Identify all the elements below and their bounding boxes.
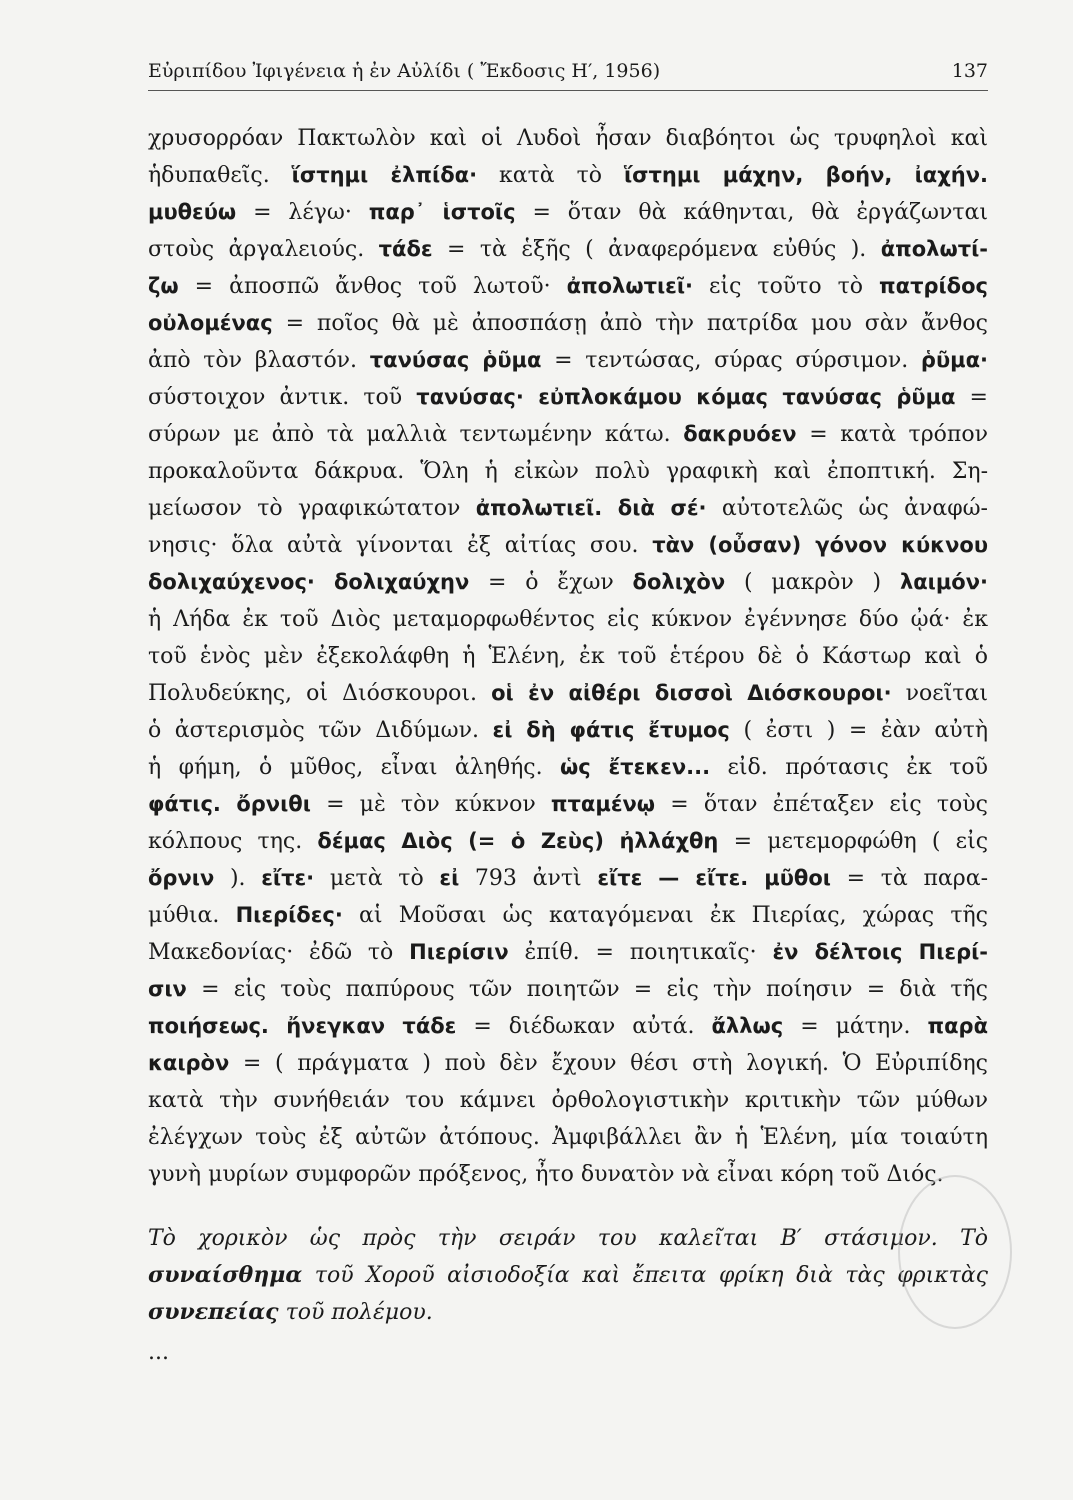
bold-term: ἀπολωτιεῖ·: [566, 274, 694, 298]
bold-term: πατρίδος: [879, 274, 988, 298]
text-run: προκαλοῦντα δάκρυα. Ὅλη ἡ εἰκὼν πολὺ γραφικὴ καὶ ἐποπτική. Ση-: [148, 459, 988, 484]
commentary-text: [148, 120, 988, 1193]
text-run: τοῦ Χοροῦ αἰσιοδοξία καὶ ἔπειτα φρίκη διὰ τὰς φρικτὰς: [302, 1263, 988, 1288]
text-line: [148, 157, 988, 194]
text-line: [148, 1082, 988, 1119]
text-run: ὁ ἀστερισμὸς τῶν Διδύμων.: [148, 718, 493, 743]
bold-term: ὄρνιν: [148, 866, 215, 890]
text-line: [148, 749, 988, 786]
text-line: [148, 342, 988, 379]
bold-term: λαιμόν·: [899, 570, 988, 594]
text-run: αἱ Μοῦσαι ὡς καταγόμεναι ἐκ Πιερίας, χώρας τῆς: [342, 903, 988, 928]
running-title: Εὐριπίδου Ἰφιγένεια ἡ ἐν Αὐλίδι ( Ἔκδοσις Η′, 1956): [148, 60, 661, 82]
text-run: χρυσορρόαν Πακτωλὸν καὶ οἱ Λυδοὶ ἦσαν διαβόητοι ὡς τρυφηλοὶ καὶ: [148, 126, 988, 151]
text-run: = ὁ ἔχων: [469, 570, 633, 595]
bold-term: δολιχαύχενος· δολιχαύχην: [148, 570, 470, 594]
text-run: μύθια.: [148, 903, 236, 928]
text-run: Πολυδεύκης, οἱ Διόσκουροι.: [148, 681, 492, 706]
text-line: [148, 934, 988, 971]
text-run: τοῦ ἑνὸς μὲν ἐξεκολάφθη ἡ Ἑλένη, ἐκ τοῦ ἑτέρου δὲ ὁ Κάστωρ καὶ ὁ: [148, 644, 988, 669]
text-run: στοὺς ἀργαλειούς.: [148, 237, 379, 262]
text-line: [148, 897, 988, 934]
text-line: [148, 1294, 988, 1331]
text-line: [148, 1119, 988, 1156]
ellipsis-mark: ...: [148, 1340, 169, 1365]
text-line: [148, 638, 988, 675]
text-line: [148, 453, 988, 490]
page-number: 137: [951, 60, 988, 82]
bold-term: τανύσας ῥῦμα: [369, 348, 542, 372]
bold-term: ῥῦμα·: [920, 348, 988, 372]
text-run: τοῦ πολέμου.: [278, 1300, 433, 1325]
bold-term: παρὰ: [927, 1014, 988, 1038]
text-line: [148, 231, 988, 268]
text-run: Μακεδονίας· ἐδῶ τὸ: [148, 940, 410, 965]
text-line: [148, 601, 988, 638]
bold-term: Πιερίσιν: [409, 940, 509, 964]
text-line: [148, 786, 988, 823]
bold-term: ὡς ἔτεκεν...: [560, 755, 711, 779]
bold-term: πταμένῳ: [550, 792, 656, 816]
bold-term: τάδε: [378, 237, 433, 261]
text-run: γυνὴ μυρίων συμφορῶν πρόξενος, ἦτο δυνατὸν νὰ εἶναι κόρη τοῦ Διός.: [148, 1162, 944, 1187]
bold-term: εἰ: [439, 866, 460, 890]
text-run: ἡ φήμη, ὁ μῦθος, εἶναι ἀληθής.: [148, 755, 561, 780]
bold-term: δακρυόεν: [683, 422, 797, 446]
text-run: νησις· ὅλα αὐτὰ γίνονται ἐξ αἰτίας σου.: [148, 533, 653, 558]
text-line: [148, 971, 988, 1008]
text-run: =: [955, 385, 988, 410]
text-run: ἀπὸ τὸν βλαστόν.: [148, 348, 370, 373]
text-line: [148, 120, 988, 157]
bold-term: ἀπολωτί-: [880, 237, 988, 261]
text-run: νοεῖται: [891, 681, 988, 706]
text-line: [148, 1045, 988, 1082]
text-run: ).: [214, 866, 262, 891]
bold-term: οἱ ἐν αἰθέρι δισσοὶ Διόσκουροι·: [491, 681, 892, 705]
text-run: ἐπίθ. = ποιητικαῖς·: [508, 940, 773, 965]
text-run: = εἰς τοὺς παπύρους τῶν ποιητῶν = εἰς τὴν ποίησιν = διὰ τῆς: [186, 977, 988, 1002]
text-run: = ὅταν θὰ κάθηνται, θὰ ἐργάζωνται: [515, 200, 988, 225]
bold-term: σιν: [148, 977, 187, 1001]
text-run: μετὰ τὸ: [314, 866, 440, 891]
bold-term: Πιερίδες·: [235, 903, 343, 927]
text-line: [148, 1008, 988, 1045]
text-run: = ποῖος θὰ μὲ ἀποσπάσῃ ἀπὸ τὴν πατρίδα μου σὰν ἄνθος: [272, 311, 988, 336]
text-run: 793 ἀντὶ: [459, 866, 598, 891]
text-run: ( μακρὸν ): [725, 570, 900, 595]
bold-term: παρ᾽ ἱστοῖς: [368, 200, 516, 224]
text-run: κόλπους της.: [148, 829, 318, 854]
bold-term: εἴτε — εἴτε. μῦθοι: [597, 866, 831, 890]
text-run: σύστοιχον ἀντικ. τοῦ: [148, 385, 417, 410]
text-run: ἡδυπαθεῖς.: [148, 163, 292, 188]
bold-term: τὰν (οὖσαν) γόνον κύκνου: [652, 533, 989, 557]
bold-term: δολιχὸν: [632, 570, 726, 594]
bold-term: μυθεύω: [148, 200, 237, 224]
text-run: κατὰ τὸ: [477, 163, 624, 188]
text-run: = κατὰ τρόπον: [796, 422, 988, 447]
closing-paragraph: [148, 1220, 988, 1331]
text-line: [148, 1257, 988, 1294]
text-run: κατὰ τὴν συνήθειάν του κάμνει ὀρθολογιστικὴν κριτικὴν τῶν μύθων: [148, 1088, 988, 1113]
text-line: [148, 860, 988, 897]
text-line: [148, 490, 988, 527]
bold-term: οὐλομένας: [148, 311, 273, 335]
text-run: ἐλέγχων τοὺς ἐξ αὐτῶν ἀτόπους. Ἀμφιβάλλει ἂν ἡ Ἑλένη, μία τοιαύτη: [148, 1125, 988, 1150]
text-run: = διέδωκαν αὐτά.: [456, 1014, 712, 1039]
text-line: [148, 1156, 988, 1193]
text-line: [148, 1220, 988, 1257]
text-run: μείωσον τὸ γραφικώτατον: [148, 496, 476, 521]
text-line: [148, 675, 988, 712]
bold-term: συνεπείας: [148, 1299, 279, 1325]
text-run: ( ἐστι ) = ἐὰν αὐτὴ: [729, 718, 989, 743]
bold-term: ἐν δέλτοις Πιερί-: [772, 940, 989, 964]
text-run: = ἀποσπῶ ἄνθος τοῦ λωτοῦ·: [178, 274, 567, 299]
text-run: = ὅταν ἐπέταξεν εἰς τοὺς: [655, 792, 988, 817]
text-line: [148, 194, 988, 231]
text-run: Τὸ χορικὸν ὡς πρὸς τὴν σειράν του καλεῖται Β′ στάσιμον. Τὸ: [148, 1226, 988, 1251]
text-line: [148, 712, 988, 749]
text-run: = μετεμορφώθη ( εἰς: [718, 829, 989, 854]
text-run: αὐτοτελῶς ὡς ἀναφώ-: [706, 496, 988, 521]
library-stamp: [898, 1175, 1012, 1329]
text-line: [148, 268, 988, 305]
text-run: = τὰ ἑξῆς ( ἀναφερόμενα εὐθύς ).: [432, 237, 881, 262]
bold-term: ἀπολωτιεῖ. διὰ σέ·: [475, 496, 707, 520]
bold-term: καιρὸν: [148, 1051, 230, 1075]
text-run: = τεντώσας, σύρας σύρσιμον.: [541, 348, 921, 373]
text-line: [148, 305, 988, 342]
text-line: [148, 823, 988, 860]
text-line: [148, 564, 988, 601]
bold-term: εἴτε·: [261, 866, 315, 890]
bold-term: ζω: [148, 274, 179, 298]
text-line: [148, 416, 988, 453]
page-header: [148, 60, 988, 91]
text-run: ἡ Λήδα ἐκ τοῦ Διὸς μεταμορφωθέντος εἰς κύκνον ἐγέννησε δύο ᾠά· ἐκ: [148, 607, 988, 632]
text-run: = μάτην.: [783, 1014, 928, 1039]
bold-term: εἰ δὴ φάτις ἔτυμος: [492, 718, 730, 742]
text-run: εἰς τοῦτο τὸ: [693, 274, 880, 299]
text-run: = ( πράγματα ) ποὺ δὲν ἔχουν θέσι στὴ λογική. Ὁ Εὐριπίδης: [229, 1051, 988, 1076]
text-line: [148, 527, 988, 564]
bold-term: ποιήσεως. ἤνεγκαν τάδε: [148, 1014, 457, 1038]
bold-term: ἄλλως: [711, 1014, 784, 1038]
text-run: σύρων με ἀπὸ τὰ μαλλιὰ τεντωμένην κάτω.: [148, 422, 684, 447]
text-run: = τὰ παρα-: [830, 866, 988, 891]
bold-term: τανύσας· εὐπλοκάμου κόμας τανύσας ῥῦμα: [416, 385, 956, 409]
text-run: εἰδ. πρότασις ἐκ τοῦ: [710, 755, 988, 780]
text-run: = μὲ τὸν κύκνον: [310, 792, 551, 817]
text-line: [148, 379, 988, 416]
bold-term: ἵστημι ἐλπίδα·: [291, 163, 478, 187]
bold-term: φάτις. ὄρνιθι: [148, 792, 311, 816]
bold-term: ἵστημι μάχην, βοήν, ἰαχήν.: [623, 163, 989, 187]
bold-term: δέμας Διὸς (= ὁ Ζεὺς) ἠλλάχθη: [317, 829, 719, 853]
bold-term: συναίσθημα: [148, 1262, 303, 1288]
text-run: = λέγω·: [236, 200, 369, 225]
